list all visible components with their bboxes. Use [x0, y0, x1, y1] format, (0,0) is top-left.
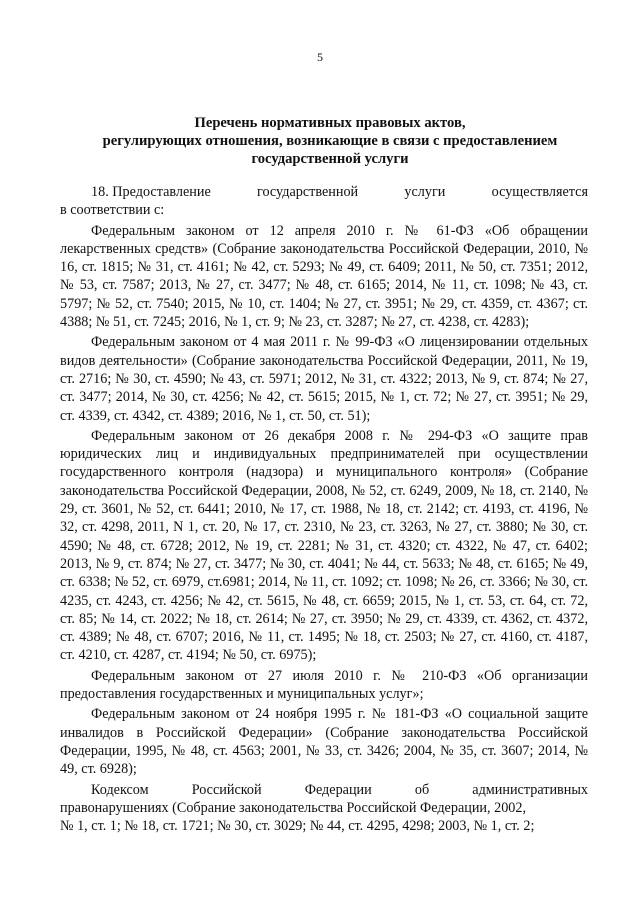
title-line-2: регулирующих отношения, возникающие в связи с предоставлением: [102, 133, 558, 149]
law-paragraph-210-fz: Федеральным законом от 27 июля 2010 г. № 210-ФЗ «Об организации предоставления государственных и муниципальных услуг»;: [60, 667, 588, 703]
title-line-1: Перечень нормативных правовых актов,: [194, 115, 466, 131]
section-18-word: осуществляется: [491, 184, 588, 200]
page-number: 5: [317, 50, 323, 64]
koap-line-3: № 1, ст. 1; № 18, ст. 1721; № 30, ст. 3029; № 44, ст. 4295, 4298; 2003, № 1, ст. 2;: [60, 818, 535, 835]
title-line-3: государственной услуги: [251, 151, 409, 167]
section-18-word: услуги: [404, 184, 446, 200]
koap-paragraph: [60, 781, 588, 836]
section-18-continuation: в соответствии с:: [60, 202, 165, 219]
section-18-word: государственной: [257, 184, 359, 200]
law-paragraph-181-fz: Федеральным законом от 24 ноября 1995 г. № 181-ФЗ «О социальной защите инвалидов в Российской Федерации» (Собрание законодательства Российской Федерации, 1995, № 48, ст. 4563; 2001, № 33, ст. 3426; 2004, № 35, ст. 3607; 2014, № 49, ст. 6928);: [60, 706, 588, 778]
law-paragraph-294-fz: Федеральным законом от 26 декабря 2008 г. № 294-ФЗ «О защите прав юридических лиц и индивидуальных предпринимателей при осуществлении государственного контроля (надзора) и муниципального контроля» (Собрание законодательства Российской Федерации, 2008, № 52, ст. 6249, 2009, № 18, ст. 2140, № 29, ст. 3601, № 52, ст. 6441; 2010, № 17, ст. 1988, № 18, ст. 2142; ст. 4193, ст. 4196, № 32, ст. 4298, 2011, N 1, ст. 20, № 17, ст. 2310, № 23, ст. 3263, № 27, ст. 3880; № 30, ст. 4590; № 48, ст. 6728; 2012, № 19, ст. 2281; № 31, ст. 4320; ст. 4322, № 47, ст. 6402; 2013, № 9, ст. 874; № 27, ст. 3477; № 30, ст. 4041; № 44, ст. 5633; № 48, ст. 6165; № 49, ст. 6338; № 52, ст. 6979, ст.6981; 2014, № 11, ст. 1092; ст. 1098; № 26, ст. 3366; № 30, ст. 4235, ст. 4243, ст. 4256; № 42, ст. 5615, № 48, ст. 6659; 2015, № 1, ст. 53, ст. 64, ст. 72, ст. 85; № 14, ст. 2022; № 18, ст. 2614; № 27, ст. 3950; № 29, ст. 4339, ст. 4362, ст. 4372, ст. 4389; № 48, ст. 6707; 2016, № 11, ст. 1495; № 18, ст. 2503; № 27, ст. 4160, ст. 4187, ст. 4210, ст. 4287, ст. 4194; № 50, ст. 6975);: [60, 427, 588, 664]
section-18-word: 18. Предоставление: [91, 184, 211, 200]
koap-word: Кодексом: [91, 781, 149, 798]
koap-word: об: [414, 781, 430, 798]
koap-word: Федерации: [304, 781, 372, 798]
koap-word: Российской: [191, 781, 262, 798]
koap-line-2: правонарушениях (Собрание законодательства Российской Федерации, 2002,: [60, 799, 527, 816]
section-18-first-line: [60, 183, 588, 201]
document-title: [80, 114, 580, 168]
document-body: [60, 183, 588, 837]
koap-word: административных: [472, 781, 588, 798]
law-paragraph-99-fz: Федеральным законом от 4 мая 2011 г. № 99-ФЗ «О лицензировании отдельных видов деятельности» (Собрание законодательства Российской Федерации, 2011, № 19, ст. 2716; № 30, ст. 4590; № 43, ст. 5971; 2012, № 31, ст. 4322; 2013, № 9, ст. 874; № 27, ст. 3477; 2014, № 30, ст. 4256; № 42, ст. 5615; 2015, № 1, ст. 72; № 27, ст. 3951; № 29, ст. 4339, ст. 4342, ст. 4389; 2016, № 1, ст. 50, ст. 51);: [60, 334, 588, 424]
law-paragraph-61-fz: Федеральным законом от 12 апреля 2010 г. № 61-ФЗ «Об обращении лекарственных средств» (Собрание законодательства Российской Федерации, 2010, № 16, ст. 1815; № 31, ст. 4161; № 42, ст. 5293; № 49, ст. 6409; 2011, № 50, ст. 7351; 2012, № 53, ст. 7587; 2013, № 27, ст. 3477; № 48, ст. 6165; 2014, № 11, ст. 1098; № 43, ст. 5797; № 52, ст. 7540; 2015, № 10, ст. 1404; № 27, ст. 3951; № 29, ст. 4359, ст. 4367; ст. 4388; № 51, ст. 7245; 2016, № 1, ст. 9; № 23, ст. 3287; № 27, ст. 4238, ст. 4283);: [60, 222, 588, 331]
koap-first-line: [60, 781, 588, 799]
section-18-paragraph: [60, 183, 588, 220]
